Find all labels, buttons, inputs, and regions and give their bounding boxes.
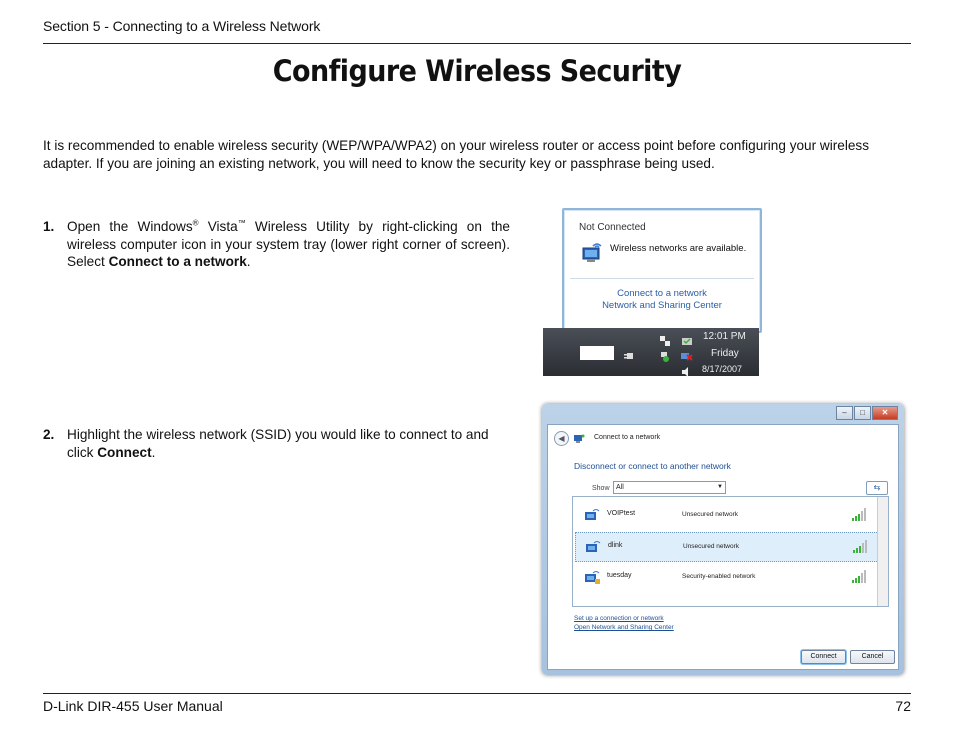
step-2 bbox=[43, 426, 510, 461]
network-status: Security-enabled network bbox=[682, 573, 756, 580]
step-1-number: 1. bbox=[43, 219, 55, 234]
network-sharing-center-link[interactable]: Network and Sharing Center bbox=[602, 300, 722, 311]
connect-dialog-screenshot bbox=[542, 404, 904, 675]
signal-strength-icon bbox=[853, 539, 871, 558]
volume-icon[interactable] bbox=[681, 364, 691, 374]
close-button[interactable]: ✕ bbox=[872, 406, 898, 420]
network-name: dlink bbox=[608, 542, 623, 549]
wireless-network-icon bbox=[584, 539, 602, 560]
network-row-voiptest[interactable] bbox=[575, 501, 877, 529]
network-grid-icon[interactable] bbox=[660, 333, 670, 343]
back-arrow-icon[interactable]: ◀ bbox=[554, 431, 569, 446]
tray-notification-screenshot bbox=[543, 203, 759, 376]
step-1 bbox=[43, 218, 510, 271]
minimize-button[interactable]: – bbox=[836, 406, 853, 420]
taskbar-tray bbox=[543, 328, 759, 376]
wireless-computer-icon bbox=[579, 240, 605, 269]
show-filter-value: All bbox=[616, 484, 624, 491]
dialog-title: Connect to a network bbox=[594, 434, 661, 441]
bubble-divider bbox=[570, 278, 754, 279]
setup-connection-link[interactable]: Set up a connection or network bbox=[574, 615, 664, 622]
networks-available-text: Wireless networks are available. bbox=[610, 243, 747, 254]
footer-rule bbox=[43, 693, 911, 694]
dialog-body bbox=[547, 424, 899, 670]
page-number: 72 bbox=[895, 698, 911, 714]
footer-manual-name: D-Link DIR-455 User Manual bbox=[43, 698, 223, 714]
secured-network-icon bbox=[583, 569, 601, 590]
window-controls bbox=[836, 406, 898, 420]
show-label: Show bbox=[592, 485, 610, 492]
network-list[interactable] bbox=[572, 496, 889, 607]
signal-strength-icon bbox=[852, 569, 870, 588]
tray-clock-time[interactable]: 12:01 PM bbox=[703, 331, 746, 342]
refresh-icon[interactable]: ⇆ bbox=[866, 481, 888, 495]
notification-bubble bbox=[562, 208, 762, 333]
header-rule bbox=[43, 43, 911, 44]
show-filter-select[interactable] bbox=[613, 481, 726, 494]
connect-to-network-link[interactable]: Connect to a network bbox=[617, 288, 707, 299]
network-status: Unsecured network bbox=[682, 511, 738, 518]
network-name: tuesday bbox=[607, 572, 632, 579]
connect-button[interactable]: Connect bbox=[801, 650, 846, 664]
chevron-down-icon: ▼ bbox=[717, 484, 723, 490]
list-scrollbar[interactable] bbox=[877, 497, 888, 606]
step-2-text: Highlight the wireless network (SSID) you would like to connect to and click Connect. bbox=[67, 427, 489, 460]
cancel-button[interactable]: Cancel bbox=[850, 650, 895, 664]
status-text: Not Connected bbox=[579, 222, 646, 233]
tray-clock-day: Friday bbox=[711, 348, 739, 359]
wireless-network-icon bbox=[583, 507, 601, 528]
power-plug-icon[interactable] bbox=[623, 348, 633, 358]
wireless-disconnected-icon[interactable] bbox=[681, 349, 691, 359]
network-row-dlink[interactable] bbox=[575, 532, 879, 562]
tray-blank-area bbox=[580, 346, 614, 360]
network-ok-icon[interactable] bbox=[660, 349, 670, 359]
intro-paragraph: It is recommended to enable wireless security (WEP/WPA/WPA2) on your wireless router or access point before configuring your wireless adapter. If you are joining an existing network, you will need to know the security key or passphrase being used. bbox=[43, 138, 870, 171]
network-row-tuesday[interactable] bbox=[575, 563, 877, 591]
dialog-heading: Disconnect or connect to another network bbox=[574, 461, 731, 471]
step-2-number: 2. bbox=[43, 427, 55, 442]
page-title: Configure Wireless Security bbox=[272, 54, 682, 88]
step-1-text: Open the Windows® Vista™ Wireless Utility by right-clicking on the wireless computer icon in your system tray (lower right corner of screen). Select Connect to a network. bbox=[67, 218, 510, 269]
open-sharing-center-link[interactable]: Open Network and Sharing Center bbox=[574, 624, 674, 631]
network-icon bbox=[573, 432, 585, 450]
maximize-button[interactable]: □ bbox=[854, 406, 871, 420]
network-status: Unsecured network bbox=[683, 543, 739, 550]
section-header: Section 5 - Connecting to a Wireless Network bbox=[43, 18, 321, 34]
tray-clock-date: 8/17/2007 bbox=[702, 364, 743, 374]
network-name: VOIPtest bbox=[607, 510, 636, 517]
security-center-icon[interactable] bbox=[681, 333, 691, 343]
signal-strength-icon bbox=[852, 507, 870, 526]
